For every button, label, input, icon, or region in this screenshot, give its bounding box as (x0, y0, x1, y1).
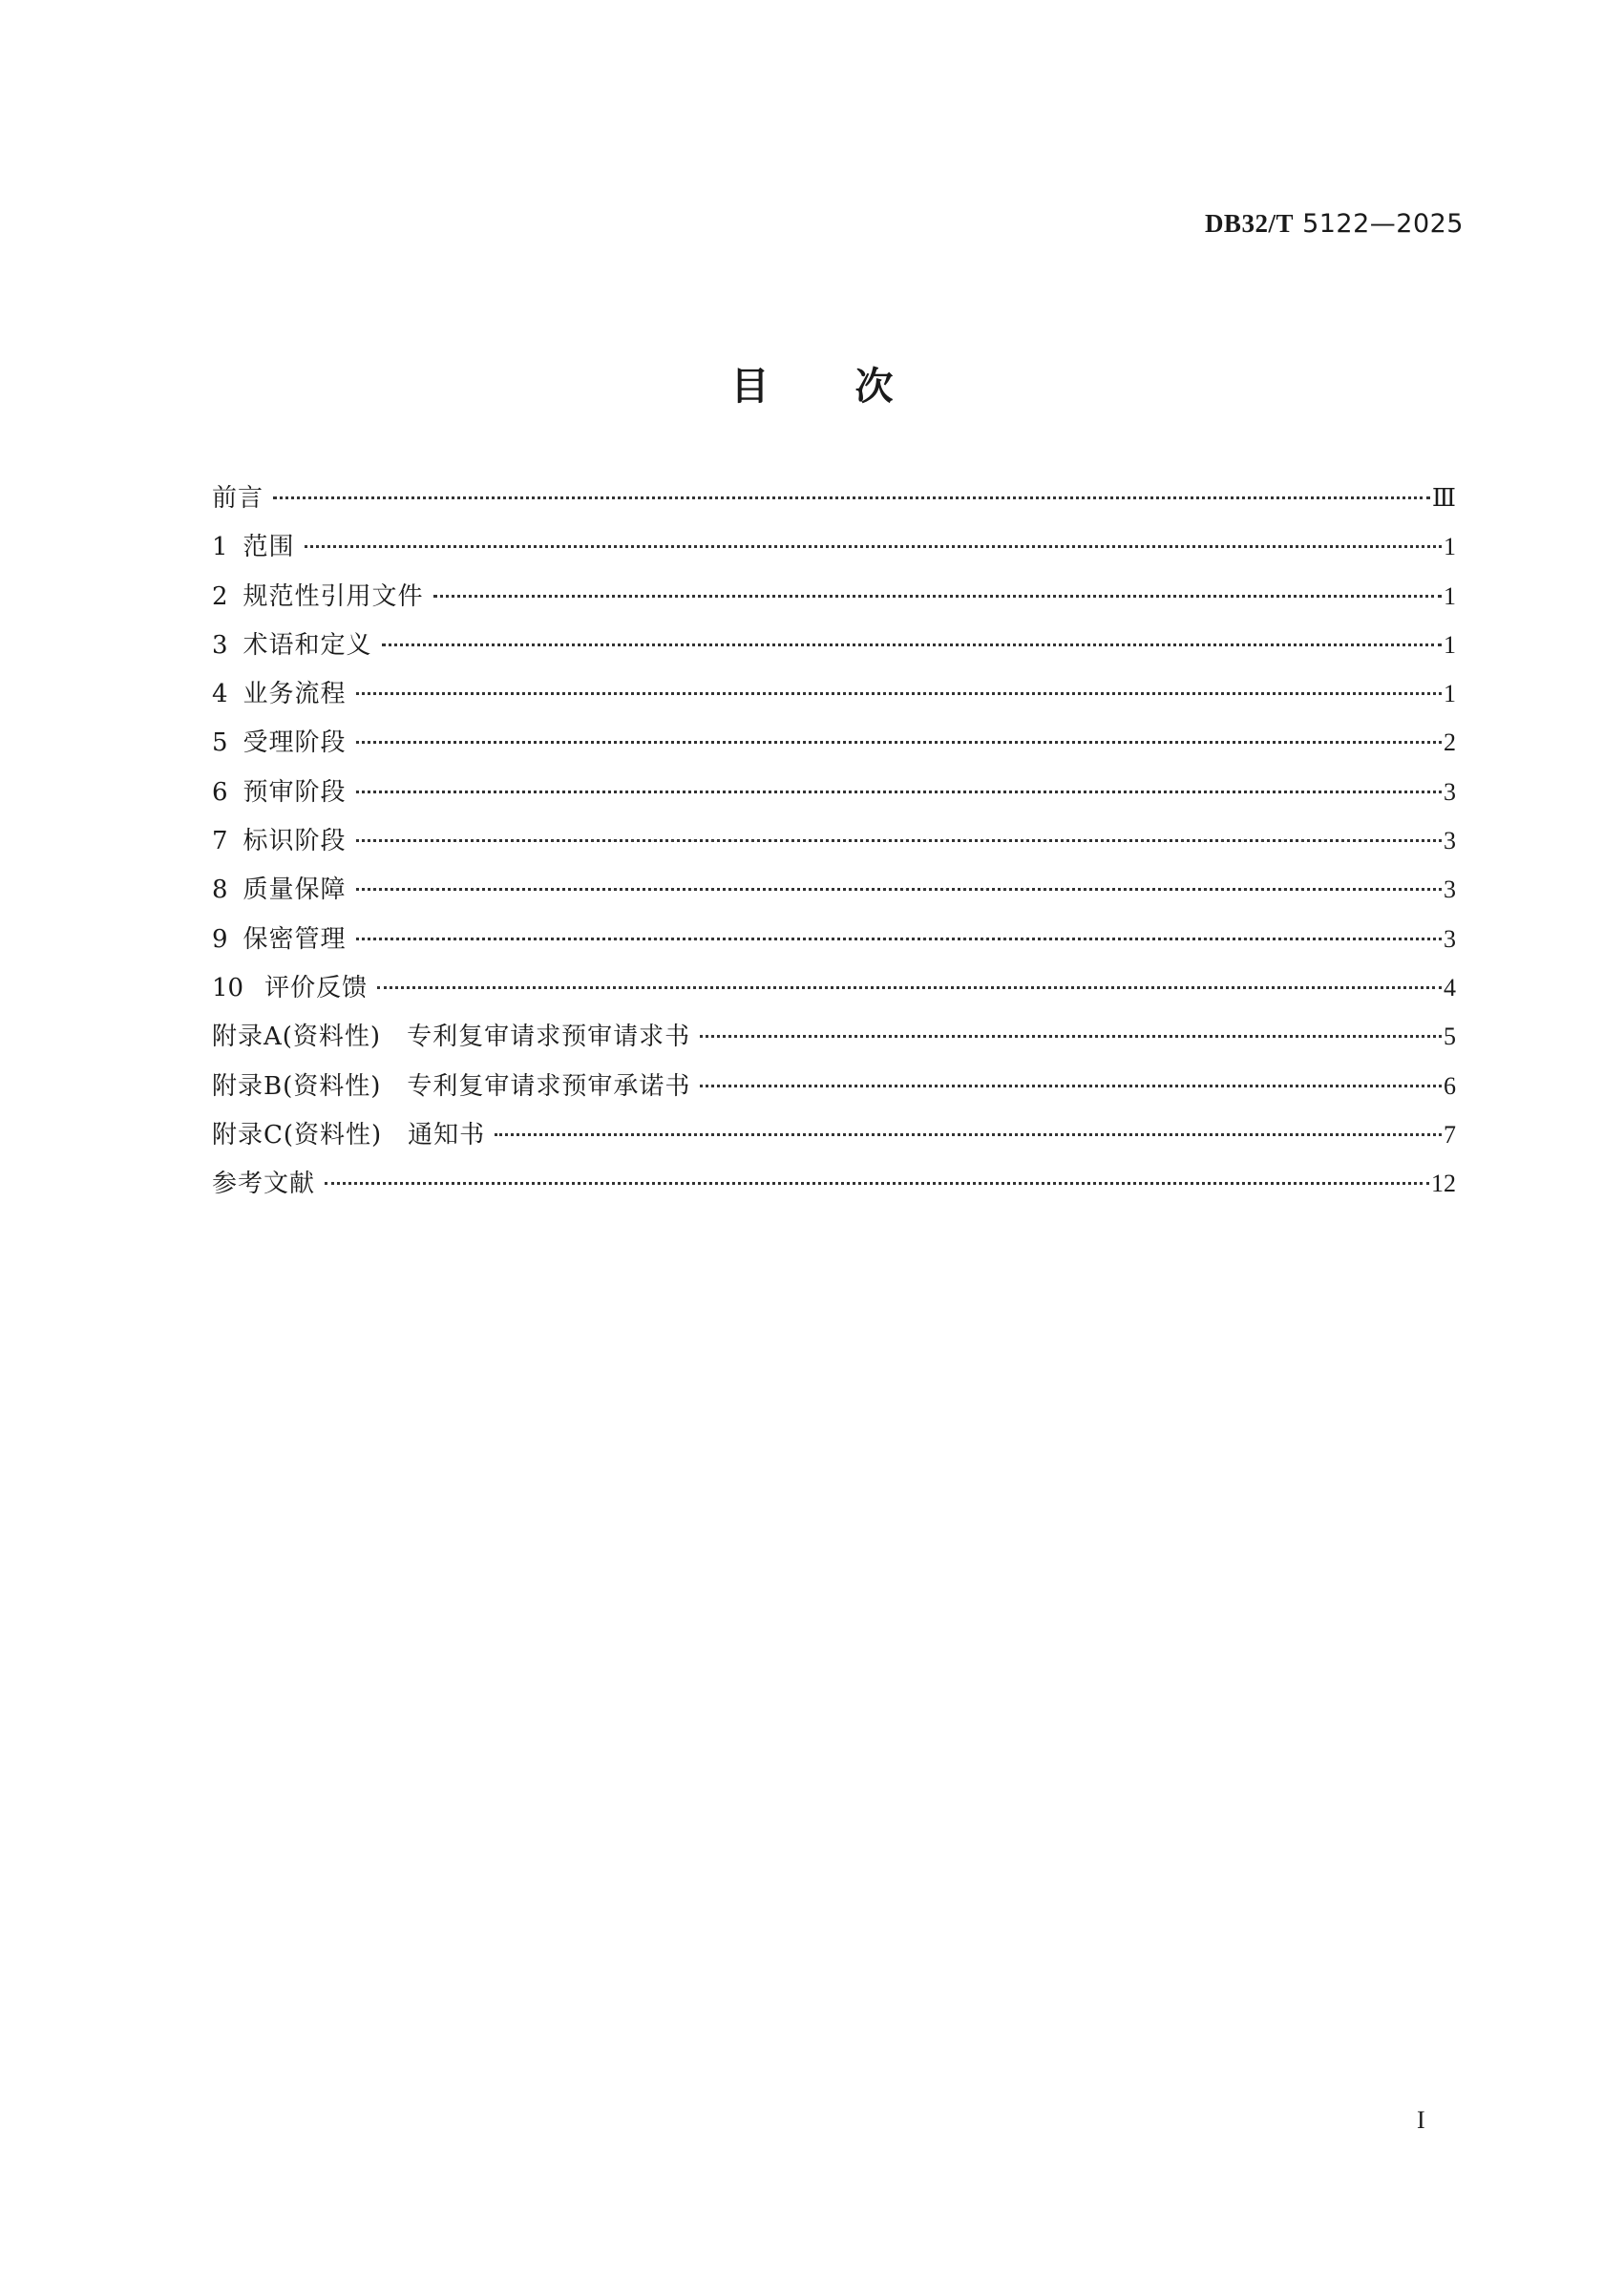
dot-leader (356, 741, 1442, 744)
toc-entry-page: 3 (1444, 875, 1456, 904)
toc-entry-title: 业务流程 (243, 680, 347, 709)
toc-entry-title: 受理阶段 (243, 728, 347, 758)
toc-entry-title: 标识阶段 (243, 827, 347, 856)
toc-entry-appendix-c[interactable] (212, 1110, 1456, 1159)
dot-leader (382, 643, 1442, 646)
toc-entry-4[interactable] (212, 669, 1456, 718)
toc-entry-title: 参考文献 (212, 1170, 316, 1199)
toc-entry-number: 1 (212, 533, 228, 562)
dot-leader (356, 938, 1442, 940)
toc-entry-page: 1 (1444, 581, 1456, 610)
toc-entry-number: 7 (212, 827, 228, 856)
toc-entry-foreword[interactable] (212, 474, 1456, 522)
toc-entry-page: 3 (1444, 827, 1456, 855)
toc-entry-number: 4 (212, 680, 228, 709)
toc-entry-references[interactable] (212, 1159, 1456, 1208)
toc-entry-6[interactable] (212, 768, 1456, 816)
toc-entry-7[interactable] (212, 816, 1456, 865)
toc-entry-number: 10 (212, 973, 244, 1002)
toc-entry-page: 12 (1431, 1170, 1456, 1198)
toc-entry-number: 8 (212, 875, 228, 905)
toc-entry-title: 附录B(资料性) 专利复审请求预审承诺书 (212, 1071, 691, 1101)
dot-leader (356, 692, 1442, 695)
toc-entry-title: 范围 (243, 533, 295, 562)
toc-entry-title: 保密管理 (243, 924, 347, 954)
toc-entry-title: 术语和定义 (243, 630, 372, 660)
toc-entry-8[interactable] (212, 865, 1456, 914)
dot-leader (356, 791, 1442, 793)
toc-entry-page: 7 (1444, 1120, 1456, 1149)
toc-entry-page: 1 (1444, 630, 1456, 659)
document-code (1205, 209, 1464, 239)
toc-title-char: 次 (854, 364, 894, 409)
toc-title (0, 364, 1624, 409)
toc-entry-title: 规范性引用文件 (243, 581, 424, 611)
dot-leader (433, 595, 1442, 598)
page-number: I (1417, 2106, 1425, 2134)
toc-entry-9[interactable] (212, 915, 1456, 963)
dot-leader (305, 545, 1442, 548)
toc-entry-number: 2 (212, 581, 228, 611)
toc-entry-5[interactable] (212, 718, 1456, 767)
toc-entry-page: 1 (1444, 680, 1456, 708)
dot-leader (700, 1035, 1442, 1038)
dot-leader (356, 839, 1442, 842)
dot-leader (273, 496, 1430, 499)
toc-entry-title: 评价反馈 (264, 973, 369, 1002)
document-code-number: 5122—2025 (1302, 209, 1464, 239)
toc-entry-page: 2 (1444, 728, 1456, 757)
dot-leader (495, 1133, 1442, 1136)
toc-entry-title: 质量保障 (243, 875, 347, 905)
dot-leader (325, 1182, 1429, 1185)
toc-entry-number: 3 (212, 630, 228, 660)
dot-leader (377, 986, 1442, 989)
toc-entry-title: 前言 (212, 484, 264, 513)
document-code-prefix: DB32/T (1204, 209, 1294, 238)
toc-entry-number: 6 (212, 777, 228, 807)
toc-entry-3[interactable] (212, 621, 1456, 669)
toc-entry-title: 附录C(资料性) 通知书 (212, 1120, 486, 1150)
toc-entry-page: 4 (1444, 973, 1456, 1002)
toc-entry-page: 5 (1444, 1023, 1456, 1051)
toc-list (212, 474, 1456, 1208)
toc-title-char: 目 (730, 364, 770, 409)
toc-entry-appendix-b[interactable] (212, 1062, 1456, 1110)
toc-entry-2[interactable] (212, 572, 1456, 621)
dot-leader (356, 888, 1442, 891)
toc-entry-page: 3 (1444, 924, 1456, 953)
toc-entry-title: 附录A(资料性) 专利复审请求预审请求书 (212, 1023, 691, 1052)
toc-entry-number: 9 (212, 924, 228, 954)
toc-entry-number: 5 (212, 728, 228, 758)
toc-entry-page: 3 (1444, 777, 1456, 806)
toc-entry-page: 1 (1444, 533, 1456, 561)
toc-entry-appendix-a[interactable] (212, 1012, 1456, 1061)
dot-leader (700, 1085, 1442, 1087)
toc-entry-1[interactable] (212, 522, 1456, 571)
toc-entry-title: 预审阶段 (243, 777, 347, 807)
toc-entry-10[interactable] (212, 963, 1456, 1012)
toc-entry-page: Ⅲ (1431, 484, 1456, 512)
toc-entry-page: 6 (1444, 1071, 1456, 1100)
